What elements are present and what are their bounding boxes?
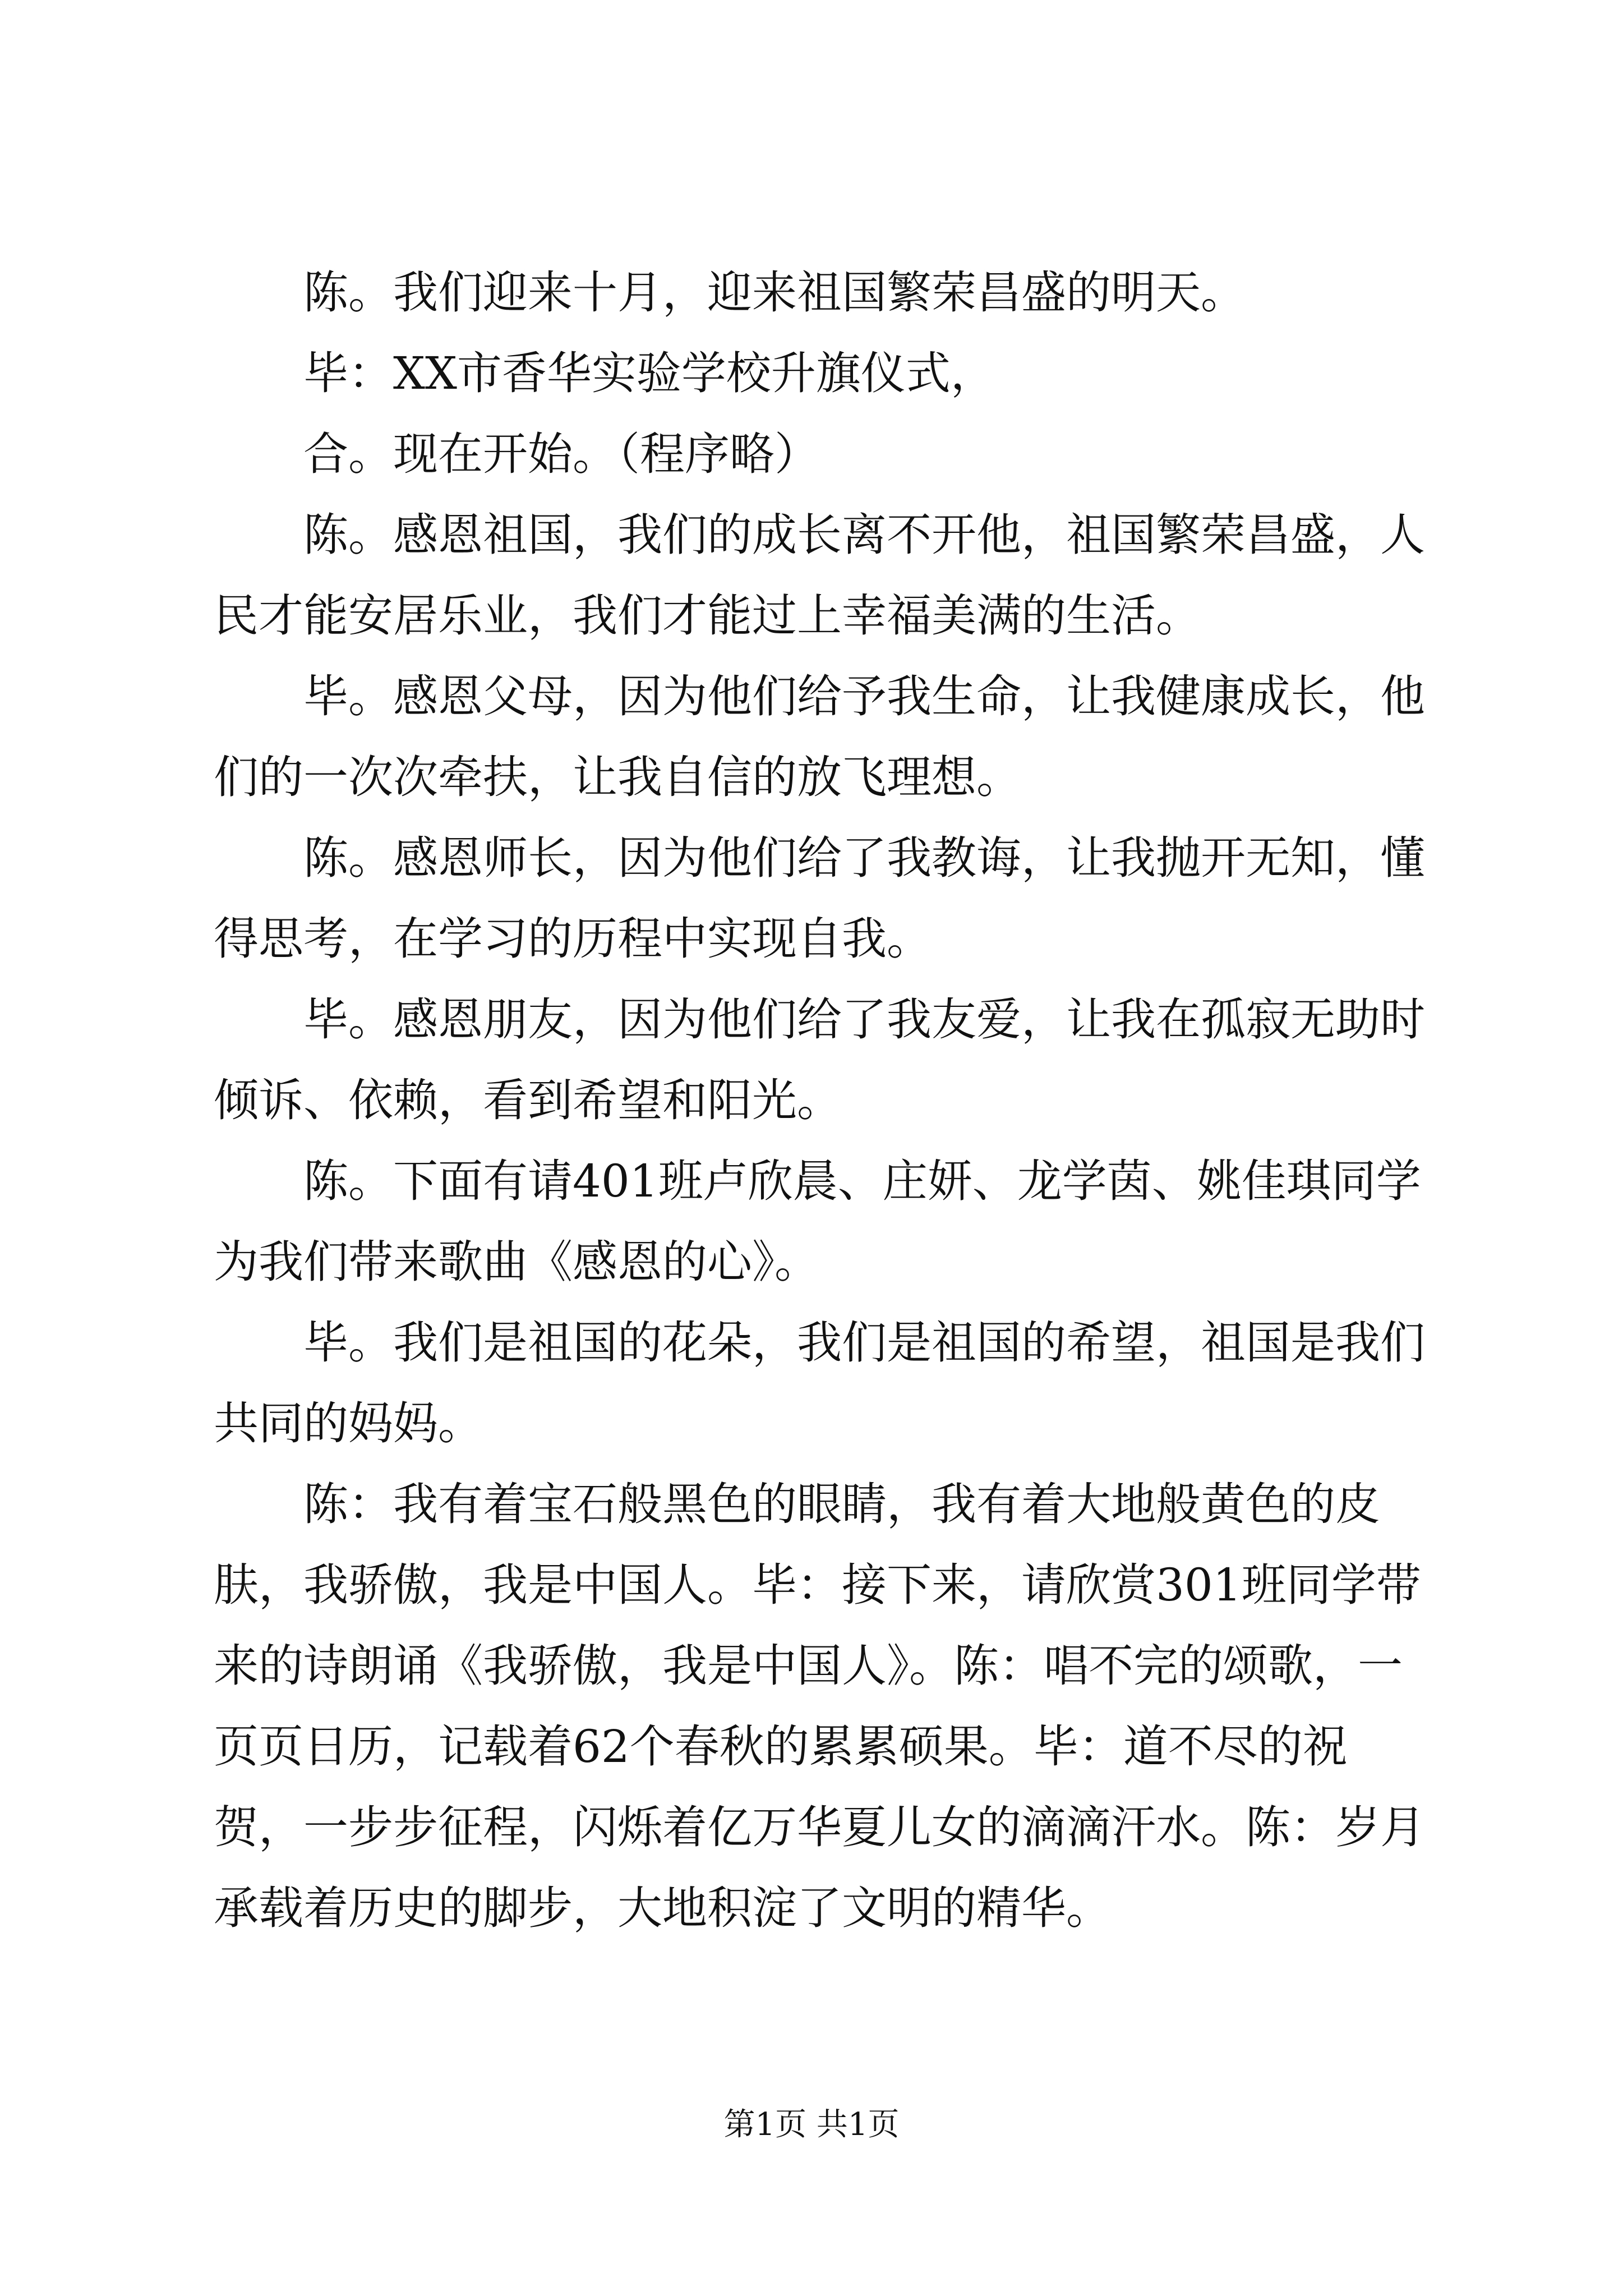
- paragraph: 毕。感恩父母，因为他们给予我生命，让我健康成长，他们的一次次牵扶，让我自信的放飞理想。: [214, 670, 1425, 803]
- paragraph: 陈。下面有请401班卢欣晨、庄妍、龙学茵、姚佳琪同学为我们带来歌曲《感恩的心》。: [214, 1155, 1421, 1288]
- paragraph: 毕。感恩朋友，因为他们给了我友爱，让我在孤寂无助时倾诉、依赖，看到希望和阳光。: [214, 993, 1425, 1126]
- paragraph: 陈。感恩师长，因为他们给了我教诲，让我抛开无知，懂得思考，在学习的历程中实现自我。: [214, 832, 1425, 965]
- paragraph: 毕。我们是祖国的花朵，我们是祖国的希望，祖国是我们共同的妈妈。: [214, 1317, 1425, 1450]
- paragraph: 合。现在开始。（程序略）: [303, 428, 819, 480]
- paragraph: 陈：我有着宝石般黑色的眼睛，我有着大地般黄色的皮肤，我骄傲，我是中国人。毕：接下来，请欣赏301班同学带来的诗朗诵《我骄傲，我是中国人》。陈：唱不完的颂歌，一页页日历，记载着62个春秋的累累硕果。毕：道不尽的祝贺，一步步征程，闪烁着亿万华夏儿女的滴滴汗水。陈：岁月承载着历史的脚步，大地积淀了文明的精华。: [214, 1478, 1425, 1934]
- paragraph: 陈。感恩祖国，我们的成长离不开他，祖国繁荣昌盛，人民才能安居乐业，我们才能过上幸福美满的生活。: [214, 509, 1425, 642]
- page-footer: 第1页 共1页: [723, 2106, 900, 2143]
- paragraph: 陈。我们迎来十月，迎来祖国繁荣昌盛的明天。: [303, 266, 1246, 319]
- paragraph: 毕：XX市香华实验学校升旗仪式，: [303, 347, 995, 399]
- document-body: [214, 252, 1425, 1949]
